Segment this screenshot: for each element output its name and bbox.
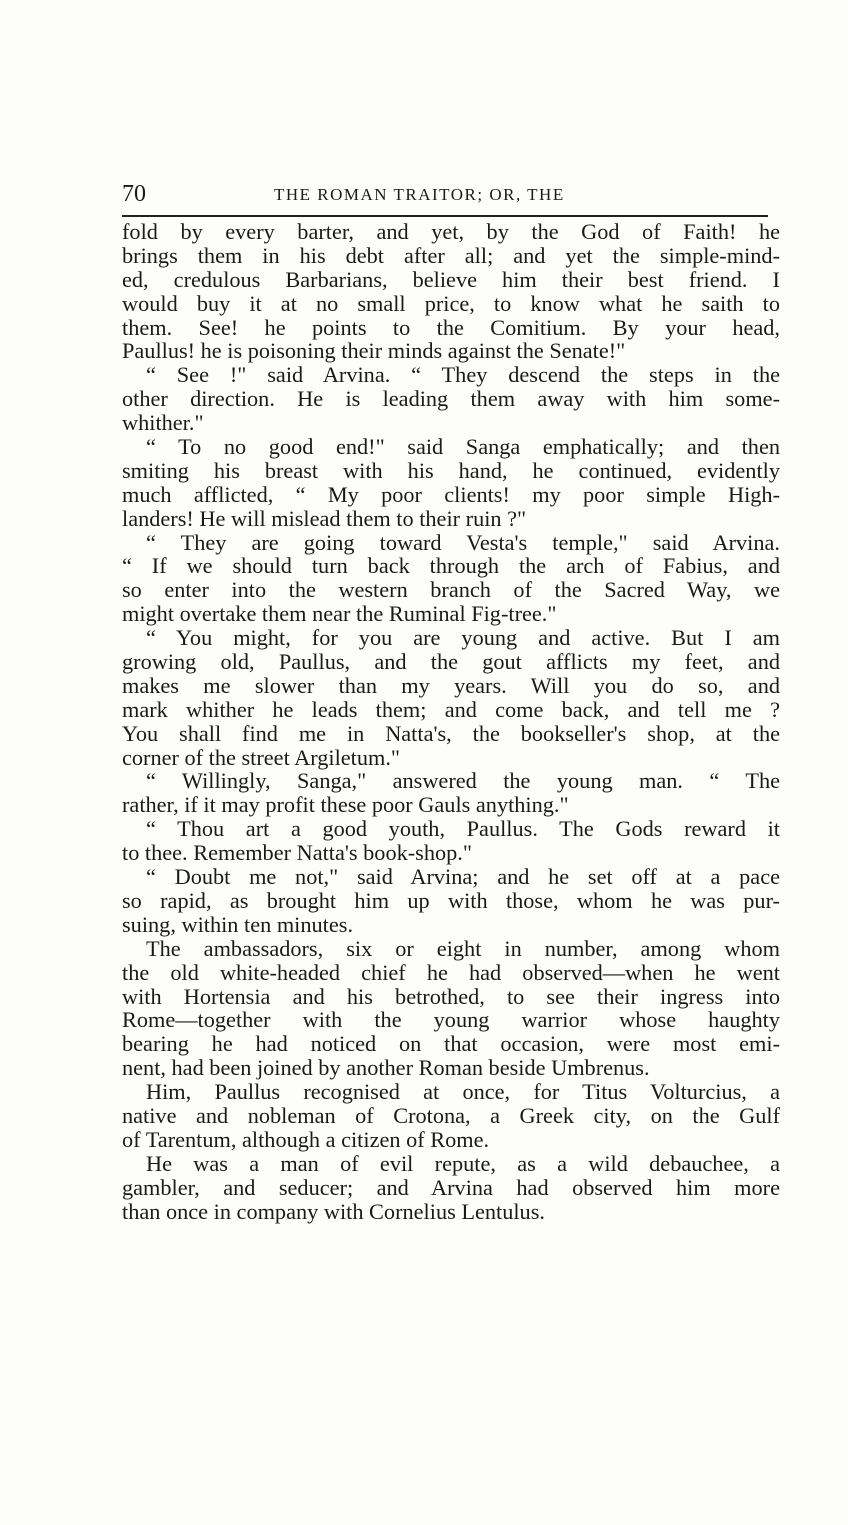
text-line: brings them in his debt after all; and yet the simple-mind- bbox=[122, 242, 780, 268]
page-number: 70 bbox=[122, 181, 146, 207]
text-line: native and nobleman of Crotona, a Greek city, on the Gulf bbox=[122, 1102, 780, 1128]
text-line: might overtake them near the Ruminal Fig-tree." bbox=[122, 601, 557, 627]
text-line: Rome—together with the young warrior whose haughty bbox=[122, 1007, 780, 1033]
text-line: than once in company with Cornelius Lentulus. bbox=[122, 1198, 545, 1224]
text-line: landers! He will mislead them to their ruin ?" bbox=[122, 505, 527, 531]
text-line: smiting his breast with his hand, he continued, evidently bbox=[122, 457, 780, 483]
text-line: the old white-headed chief he had observed—when he went bbox=[122, 959, 780, 985]
text-line: gambler, and seducer; and Arvina had observed him more bbox=[122, 1174, 780, 1200]
text-line: of Tarentum, although a citizen of Rome. bbox=[122, 1126, 490, 1152]
text-line: “ Thou art a good youth, Paullus. The Gods reward it bbox=[146, 816, 780, 842]
text-line: so rapid, as brought him up with those, whom he was pur- bbox=[122, 887, 780, 913]
text-line: “ Doubt me not," said Arvina; and he set off at a pace bbox=[146, 864, 780, 890]
text-line: The ambassadors, six or eight in number, among whom bbox=[146, 935, 780, 961]
text-line: Paullus! he is poisoning their minds against the Senate!" bbox=[122, 338, 626, 364]
text-line: to thee. Remember Natta's book-shop." bbox=[122, 840, 472, 866]
text-line: Him, Paullus recognised at once, for Titus Volturcius, a bbox=[146, 1079, 780, 1105]
text-line: suing, within ten minutes. bbox=[122, 911, 354, 937]
text-line: “ If we should turn back through the arch of Fabius, and bbox=[122, 553, 780, 579]
text-line: fold by every barter, and yet, by the God of Faith! he bbox=[122, 219, 780, 244]
text-line: “ They are going toward Vesta's temple," said Arvina. bbox=[146, 529, 780, 555]
text-line: “ You might, for you are young and active. But I am bbox=[146, 625, 780, 651]
running-title: THE ROMAN TRAITOR; OR, THE bbox=[274, 185, 565, 204]
text-line: makes me slower than my years. Will you do so, and bbox=[122, 672, 780, 698]
text-line: ed, credulous Barbarians, believe him their best friend. I bbox=[122, 266, 780, 292]
text-line: them. See! he points to the Comitium. By your head, bbox=[122, 314, 780, 340]
text-line: nent, had been joined by another Roman beside Umbrenus. bbox=[122, 1055, 650, 1081]
running-head bbox=[122, 180, 768, 208]
text-line: “ See !" said Arvina. “ They descend the steps in the bbox=[146, 362, 780, 388]
text-line: would buy it at no small price, to know what he saith to bbox=[122, 290, 780, 316]
text-line: other direction. He is leading them away with him some- bbox=[122, 386, 780, 412]
text-line: much afflicted, “ My poor clients! my poor simple High- bbox=[122, 481, 780, 507]
text-line: He was a man of evil repute, as a wild debauchee, a bbox=[146, 1150, 780, 1176]
text-line: You shall find me in Natta's, the bookseller's shop, at the bbox=[122, 720, 780, 746]
text-line: “ Willingly, Sanga," answered the young man. “ The bbox=[146, 768, 780, 794]
text-line: rather, if it may profit these poor Gauls anything." bbox=[122, 792, 569, 818]
text-line: “ To no good end!" said Sanga emphatically; and then bbox=[146, 434, 780, 460]
text-line: bearing he had noticed on that occasion, were most emi- bbox=[122, 1031, 780, 1057]
body-text bbox=[122, 220, 780, 1223]
text-line: corner of the street Argiletum." bbox=[122, 744, 401, 770]
text-line: so enter into the western branch of the Sacred Way, we bbox=[122, 577, 780, 603]
text-line: whither." bbox=[122, 410, 204, 436]
header-rule bbox=[122, 215, 768, 217]
text-line: mark whither he leads them; and come back, and tell me ? bbox=[122, 696, 780, 722]
text-line: with Hortensia and his betrothed, to see their ingress into bbox=[122, 983, 780, 1009]
text-line: growing old, Paullus, and the gout afflicts my feet, and bbox=[122, 649, 780, 675]
